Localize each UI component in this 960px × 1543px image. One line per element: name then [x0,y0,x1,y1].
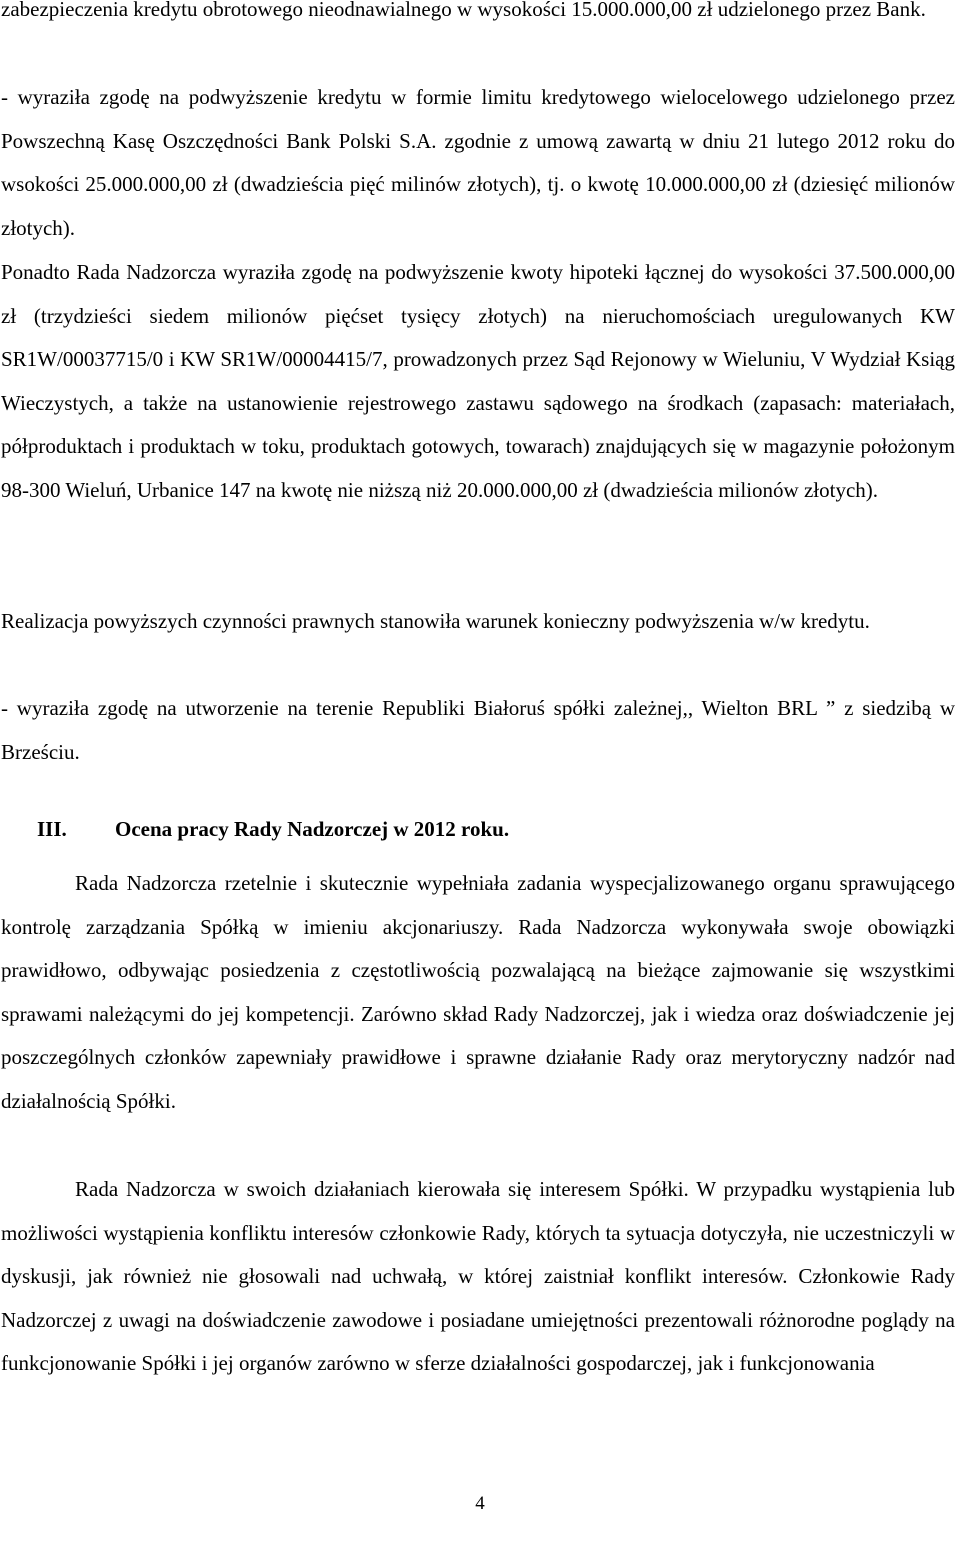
paragraph-legal-actions: Realizacja powyższych czynności prawnych stanowiła warunek konieczny podwyższenia w/w kredytu. [1,609,870,633]
paragraph-board-assessment: Rada Nadzorcza rzetelnie i skutecznie wypełniała zadania wyspecjalizowanego organu sprawującego kontrolę zarządzania Spółką w imieniu akcjonariuszy. Rada Nadzorcza wykonywała swoje obowiązki prawidłowo, odbywając posiedzenia z częstotliwością pozwalającą na bieżące zajmowanie się wszystkimi sprawami należącymi do jej kompetencji. Zarówno skład Rady Nadzorczej, jak i wiedza oraz doświadczenie jej poszczególnych członków zapewniały prawidłowe i sprawne działanie Rady oraz merytoryczny nadzór nad działalnością Spółki. [1,871,955,1113]
paragraph-subsidiary-belarus: - wyraziła zgodę na utworzenie na terenie Republiki Białoruś spółki zależnej,, Wielton BRL ” z siedzibą w Brześciu. [1,696,955,764]
paragraph-conflict-of-interest: Rada Nadzorcza w swoich działaniach kierowała się interesem Spółki. W przypadku wystąpienia lub możliwości wystąpienia konfliktu interesów członkowie Rady, których ta sytuacja dotyczyła, nie uczestniczyli w dyskusji, jak również nie głosowali nad uchwałą, w której zaistniał konflikt interesów. Członkowie Rady Nadzorczej z uwagi na doświadczenie zawodowe i posiadane umiejętności prezentowali różnorodne poglądy na funkcjonowanie Spółki i jej organów zarówno w sferze działalności gospodarczej, jak i funkcjonowania [1,1177,955,1376]
paragraph-credit-security: zabezpieczenia kredytu obrotowego nieodnawialnego w wysokości 15.000.000,00 zł udzielonego przez Bank. [1,0,926,21]
section-title: Ocena pracy Rady Nadzorczej w 2012 roku. [115,817,510,841]
paragraph-credit-increase: - wyraziła zgodę na podwyższenie kredytu w formie limitu kredytowego wielocelowego udzielonego przez Powszechną Kasę Oszczędności Bank Polski S.A. zgodnie z umową zawartą w dniu 21 lutego 2012 roku do wsokości 25.000.000,00 zł (dwadzieścia pięć milinów złotych), tj. o kwotę 10.000.000,00 zł (dziesięć milionów złotych). [1,85,955,240]
section-number: III. [37,817,67,841]
page-number: 4 [475,1493,485,1514]
section-heading [37,809,509,849]
paragraph-mortgage-increase: Ponadto Rada Nadzorcza wyraziła zgodę na podwyższenie kwoty hipoteki łącznej do wysokości 37.500.000,00 zł (trzydzieści siedem milionów pięćset tysięcy złotych) na nieruchomościach uregulowanych KW SR1W/00037715/0 i KW SR1W/00004415/7, prowadzonych przez Sąd Rejonowy w Wieluniu, V Wydział Ksiąg Wieczystych, a także na ustanowienie rejestrowego zastawu sądowego na środkach (zapasach: materiałach, półproduktach i produktach w toku, produktach gotowych, towarach) znajdujących się w magazynie położonym 98-300 Wieluń, Urbanice 147 na kwotę nie niższą niż 20.000.000,00 zł (dwadzieścia milionów złotych). [1,260,955,502]
